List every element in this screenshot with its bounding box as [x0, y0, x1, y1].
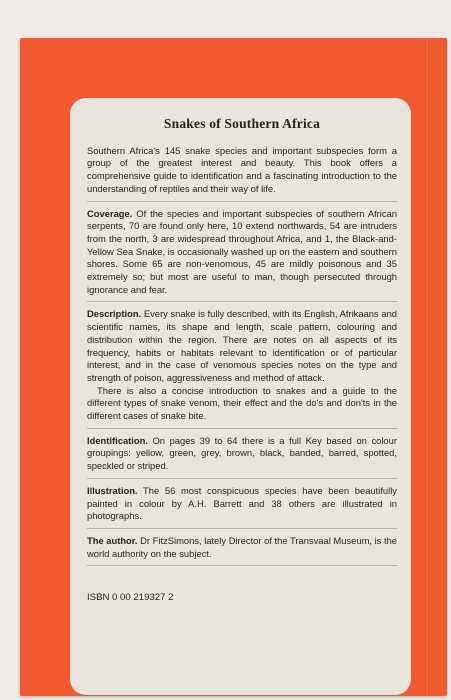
coverage-text: Of the species and important subspecies of southern African serpents, 70 are found only here, 10 extend northwards, 54 are intruders from the north, 3 are widespread throughout Africa, and 1, the Black-and-Yellow Sea Snake, is occasionally washed up on the eastern and southern shores. Some 65 are non-venomous, 45 are mildly poisonous and 35 extremely so; but most are useful to man, though persecuted through ignorance and fear.: [87, 207, 397, 295]
illustration-paragraph: [87, 485, 397, 523]
description-extra-paragraph: There is also a concise introduction to snakes and a guide to the different types of snake venom, their effect and the do's and don'ts in the different cases of snake bite.: [87, 384, 397, 422]
illustration-heading: Illustration.: [87, 484, 138, 496]
description-heading: Description.: [87, 308, 142, 320]
identification-text: On pages 39 to 64 there is a full Key based on colour groupings: yellow, green, grey, brown, black, banded, barred, spotted, speckled or striped.: [87, 434, 397, 472]
isbn: ISBN 0 00 219327 2: [87, 592, 174, 604]
illustration-text: The 56 most conspicuous species have been beautifully painted in colour by A.H. Barrett and 38 others are illustrated in photographs.: [87, 484, 397, 522]
spine-hinge: [425, 38, 429, 696]
author-heading: The author.: [87, 534, 138, 546]
identification-paragraph: [87, 435, 397, 473]
divider: [87, 428, 397, 429]
identification-heading: Identification.: [87, 434, 148, 446]
divider: [87, 201, 397, 202]
divider: [87, 528, 397, 529]
description-paragraph: [87, 308, 397, 384]
coverage-heading: Coverage.: [87, 207, 133, 219]
author-text: Dr FitzSimons, lately Director of the Transvaal Museum, is the world authority on the subject.: [87, 534, 397, 559]
divider: [87, 565, 397, 566]
book-back-cover: [20, 38, 447, 696]
description-text: Every snake is fully described, with its English, Afrikaans and scientific names, its shape and length, scale pattern, colouring and distribution within the region. There are notes on all aspects of its frequency, habits or habitats relevant to identification or of particular interest, and in the case of venomous species notes on the type and strength of poison, aggressiveness and method of attack.: [87, 308, 397, 383]
divider: [87, 478, 397, 479]
blurb-panel: [70, 98, 411, 695]
divider: [87, 301, 397, 302]
coverage-paragraph: [87, 208, 397, 297]
intro-paragraph: Southern Africa's 145 snake species and important subspecies form a group of the greatest interest and beauty. This book offers a comprehensive guide to identification and a fascinating introduction to the understanding of reptiles and their way of life.: [87, 144, 397, 194]
author-paragraph: [87, 535, 397, 560]
book-title: Snakes of Southern Africa: [163, 116, 321, 131]
